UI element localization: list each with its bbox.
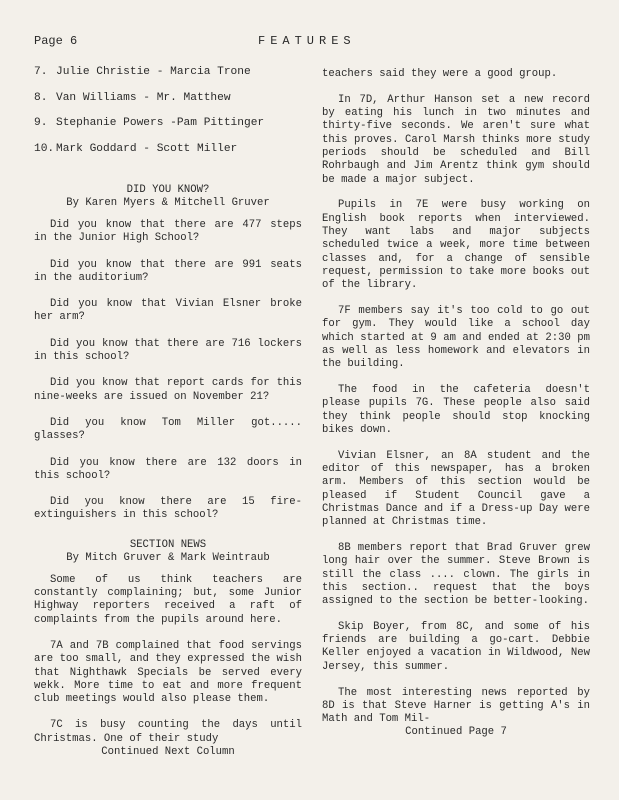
rank-list (34, 66, 302, 168)
section-news-paragraph: The most interesting news reported by 8D is that Steve Harner is getting A's in Math and Tom Mil- (322, 686, 590, 726)
section-news-paragraph: The food in the cafeteria doesn't please pupils 7G. These people also said they think people should stop knocking bikes down. (322, 383, 590, 436)
section-news-title: SECTION NEWS (129, 538, 207, 551)
list-item-text: Van Williams - Mr. Matthew (56, 91, 231, 104)
list-item-text: Julie Christie - Marcia Trone (56, 66, 251, 78)
did-you-know-byline: By Karen Myers & Mitchell Gruver (66, 197, 270, 209)
did-you-know-item: Did you know there are 15 fire-extinguishers in this school? (34, 496, 302, 522)
section-news-paragraph: 7A and 7B complained that food servings are too small, and they expressed the wish that Nighthawk Specials be served every wekk. More time to eat and more frequent club meetings would also please them. (34, 639, 302, 706)
did-you-know-item: Did you know that Vivian Elsner broke her arm? (34, 298, 302, 324)
list-item (34, 117, 302, 143)
continued-note: Continued Page 7 (405, 726, 507, 739)
list-item-text: Mark Goddard - Scott Miller (56, 142, 238, 155)
page-number: Page 6 (34, 34, 78, 48)
continued-note: Continued Next Column (101, 746, 235, 759)
section-news-paragraph: Pupils in 7E were busy working on English book reports when interviewed. They want labs and major subjects scheduled twice a week, more time between classes and, for a change of sensible request, permission to take more books out of the library. (322, 199, 590, 292)
list-item-text: Stephanie Powers -Pam Pittinger (56, 117, 265, 129)
section-news-byline: By Mitch Gruver & Mark Weintraub (66, 551, 270, 564)
did-you-know-item: Did you know that report cards for this nine-weeks are issued on November 21? (34, 377, 302, 403)
left-column (34, 66, 302, 759)
section-news-paragraph: teachers said they were a good group. (322, 68, 558, 80)
section-news-paragraph: Skip Boyer, from 8C, and some of his friends are building a go-cart. Debbie Keller enjoyed a vacation in Wildwood, New Jersey, this summer. (322, 620, 590, 673)
list-item (34, 143, 302, 169)
did-you-know-title: DID YOU KNOW? (126, 184, 210, 196)
list-item-number: 10. (34, 142, 55, 155)
did-you-know-item: Did you know that there are 477 steps in the Junior High School? (34, 219, 302, 245)
did-you-know-item: Did you know that there are 716 lockers in this school? (34, 337, 302, 364)
section-news-paragraph: Vivian Elsner, an 8A student and the editor of this newspaper, has a broken arm. Members of this section would be pleased if Student Council gave a Christmas Dance and if a Dress-up Day were planned at Christmas time. (322, 449, 590, 529)
section-news-paragraph: 7F members say it's too cold to go out for gym. They would like a school day which started at 9 am and ended at 2:30 pm as well as less homework and elevators in the building. (322, 304, 590, 371)
section-news-paragraph: Some of us think teachers are constantly complaining; but, some Junior Highway reporters received a raft of complaints from the pupils around here. (34, 573, 302, 626)
list-item (34, 66, 302, 92)
did-you-know-item: Did you know that there are 991 seats in the auditorium? (34, 258, 302, 284)
list-item-number: 7. (34, 66, 48, 78)
section-news-paragraph: 8B members report that Brad Gruver grew long hair over the summer. Steve Brown is still the class .... clown. The girls in this section.. request that the boys assigned to the section be better-looking. (322, 541, 590, 608)
section-news-paragraph: In 7D, Arthur Hanson set a new record by eating his lunch in two minutes and thirty-five seconds. We aren't sure what this proves. Carol Marsh thinks more study periods should be scheduled and Bill Rohrbaugh and Jim Arentz think gym should be made a major subject. (322, 93, 590, 186)
list-item-number: 9. (34, 117, 48, 129)
did-you-know-item: Did you know there are 132 doors in this school? (34, 456, 302, 482)
section-news-paragraph: 7C is busy counting the days until Christmas. One of their study (34, 719, 302, 745)
list-item-number: 8. (34, 91, 48, 104)
right-column (322, 68, 590, 752)
section-header-title: FEATURES (258, 34, 356, 48)
did-you-know-item: Did you know Tom Miller got..... glasses? (34, 416, 302, 443)
list-item (34, 92, 302, 118)
